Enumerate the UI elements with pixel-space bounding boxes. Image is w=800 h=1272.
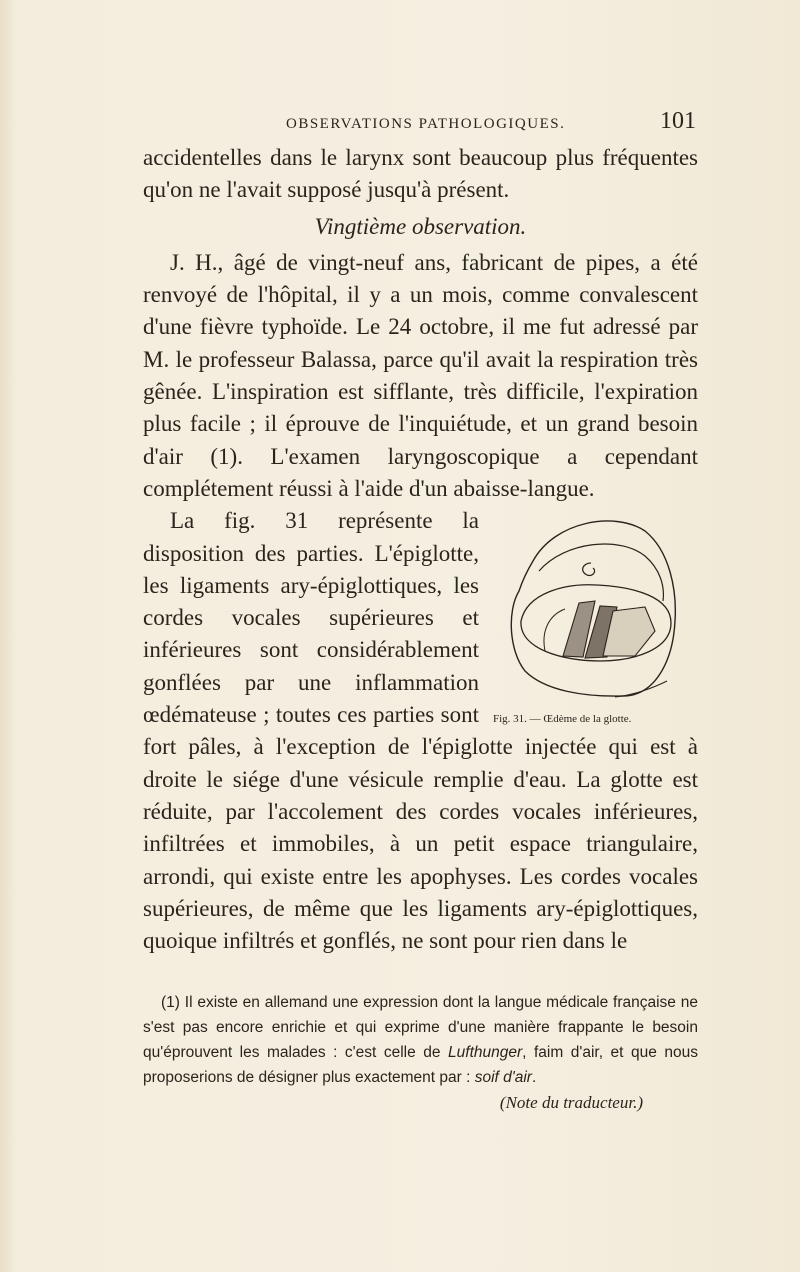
footnote-text-end: .	[531, 1069, 537, 1086]
observation-heading: Vingtième observation.	[314, 213, 527, 239]
paragraph-case-history: J. H., âgé de vingt-neuf ans, fabricant de pipes, a été renvoyé de l'hôpital, il y a un mois, comme convalescent d'une fièvre typhoïde. Le 24 octobre, il me fut adressé par M. le professeur Balassa, parce qu'il avait la respiration très gênée. L'inspiration est sifflante, très difficile, l'expiration plus facile ; il éprouve de l'inquiétude, et un grand besoin d'air (1). L'examen laryngoscopique a cependant complétement réussi à l'aide d'un abaisse-langue.	[143, 249, 698, 501]
paragraph-description: La fig. 31 représente la disposition des parties. L'épiglotte, les ligaments ary-épiglottiques, les cordes vocales supérieures et inférieures sont considérablement gonflées par une inflammation œdémateuse ; toutes ces parties sont fort pâles, à l'exception de l'épiglotte injectée qui est à droite le siége d'une vésicule remplie d'eau. La glotte est réduite, par l'accolement des cordes vocales inférieures, infiltrées et immobiles, à un petit espace triangulaire, arrondi, qui existe entre les apophyses. Les cordes vocales supérieures, de même que les ligaments ary-épiglottiques, quoique infiltrés et gonflés, ne sont pour rien dans le	[143, 508, 698, 954]
footnote-term-german: Lufthunger	[448, 1044, 523, 1061]
glottis-illustration	[505, 511, 685, 701]
footnote-text-middle: , faim d'air, et que nous proposerions de désigner plus exactement par :	[143, 1044, 698, 1086]
footnote	[143, 990, 698, 1115]
body-text	[143, 142, 698, 957]
translator-note: (Note du traducteur.)	[499, 1093, 643, 1112]
page-header	[140, 108, 700, 142]
intro-paragraph: accidentelles dans le larynx sont beaucoup plus fréquentes qu'on ne l'avait supposé jusqu'à présent.	[143, 145, 698, 203]
figure-caption: Fig. 31. — Œdème de la glotte.	[493, 713, 632, 726]
page-number: 101	[660, 108, 696, 134]
footnote-text	[143, 990, 698, 1090]
running-title: OBSERVATIONS PATHOLOGIQUES.	[286, 116, 566, 132]
figure-31	[493, 511, 698, 726]
footnote-term-french: soif d'air	[474, 1069, 532, 1086]
footnote-text-before: (1) Il existe en allemand une expression dont la langue médicale française ne s'est pas encore enrichie et qui exprime d'une manière frappante le besoin qu'éprouvent les malades : c'est celle de	[143, 994, 698, 1061]
